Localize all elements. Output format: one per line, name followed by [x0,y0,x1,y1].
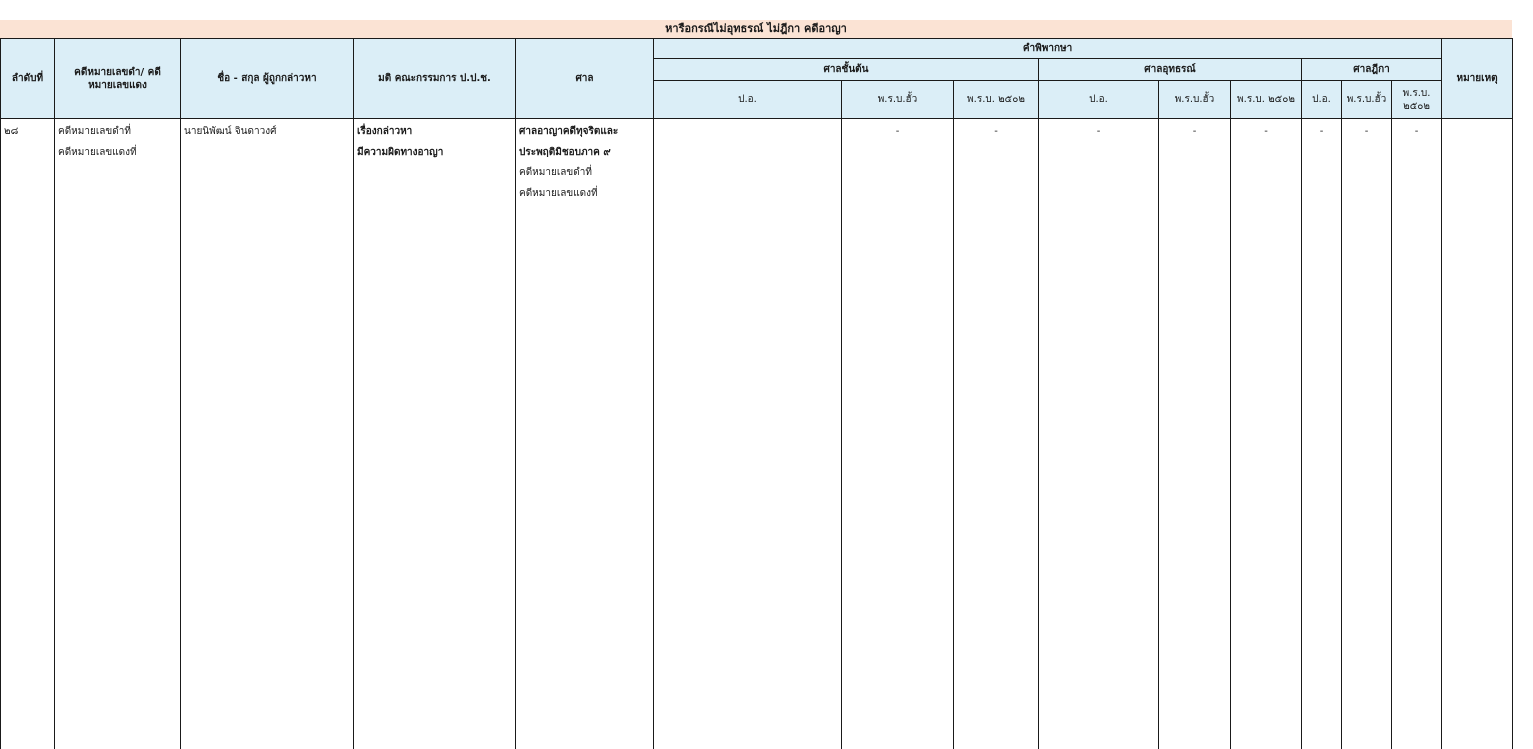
cell-appeal-po: - [1039,119,1159,749]
resolution-line: มีความผิดทางอาญา [357,143,512,164]
header-first-po: ป.อ. [654,81,842,119]
cell-appeal-pr-ua: - [1159,119,1231,749]
court-line: คดีหมายเลขดำที่ [519,163,650,184]
header-supreme-pr-ua: พ.ร.บ.ฮั้ว [1342,81,1392,119]
cell-supreme-pr-2502: - [1392,119,1442,749]
cell-supreme-pr-ua: - [1342,119,1392,749]
header-supreme-court: ศาลฎีกา [1302,59,1442,81]
cell-resolution [354,119,516,749]
resolution-line: เรื่องกล่าวหา [357,122,512,143]
cell-supreme-po: - [1302,119,1342,749]
header-name: ชื่อ - สกุล ผู้ถูกกล่าวหา [181,39,354,119]
header-appeal-pr-ua: พ.ร.บ.ฮั้ว [1159,81,1231,119]
cell-court [516,119,654,749]
header-supreme-pr-2502: พ.ร.บ. ๒๕๐๒ [1392,81,1442,119]
header-remarks: หมายเหตุ [1442,39,1513,119]
header-appeal-po: ป.อ. [1039,81,1159,119]
cell-first-pr-ua: - [842,119,954,749]
cell-seq: ๒๘ [1,119,55,749]
header-case-no: คดีหมายเลขดำ/ คดีหมายเลขแดง [55,39,181,119]
case-line: คดีหมายเลขแดงที่ [58,143,177,164]
court-line: ศาลอาญาคดีทุจริตและ [519,122,650,143]
court-line: คดีหมายเลขแดงที่ [519,184,650,205]
header-supreme-po: ป.อ. [1302,81,1342,119]
table-row [1,119,1513,749]
header-first-court: ศาลชั้นต้น [654,59,1039,81]
case-table [0,38,1513,749]
cell-case-no [55,119,181,749]
header-resolution: มติ คณะกรรมการ ป.ป.ช. [354,39,516,119]
cell-first-po [654,119,842,749]
header-first-pr-ua: พ.ร.บ.ฮั้ว [842,81,954,119]
court-line: ประพฤติมิชอบภาค ๙ [519,143,650,164]
header-judgment: คำพิพากษา [654,39,1442,59]
cell-appeal-pr-2502: - [1231,119,1302,749]
header-court: ศาล [516,39,654,119]
header-first-pr-2502: พ.ร.บ. ๒๕๐๒ [954,81,1039,119]
cell-name: นายนิพัฒน์ จินดาวงศ์ [181,119,354,749]
cell-remarks [1442,119,1513,749]
header-appeal-pr-2502: พ.ร.บ. ๒๕๐๒ [1231,81,1302,119]
header-appeal-court: ศาลอุทธรณ์ [1039,59,1302,81]
cell-first-pr-2502: - [954,119,1039,749]
page-title: หารือกรณีไม่อุทธรณ์ ไม่ฎีกา คดีอาญา [0,20,1512,38]
case-line: คดีหมายเลขดำที่ [58,122,177,143]
header-seq: ลำดับที่ [1,39,55,119]
